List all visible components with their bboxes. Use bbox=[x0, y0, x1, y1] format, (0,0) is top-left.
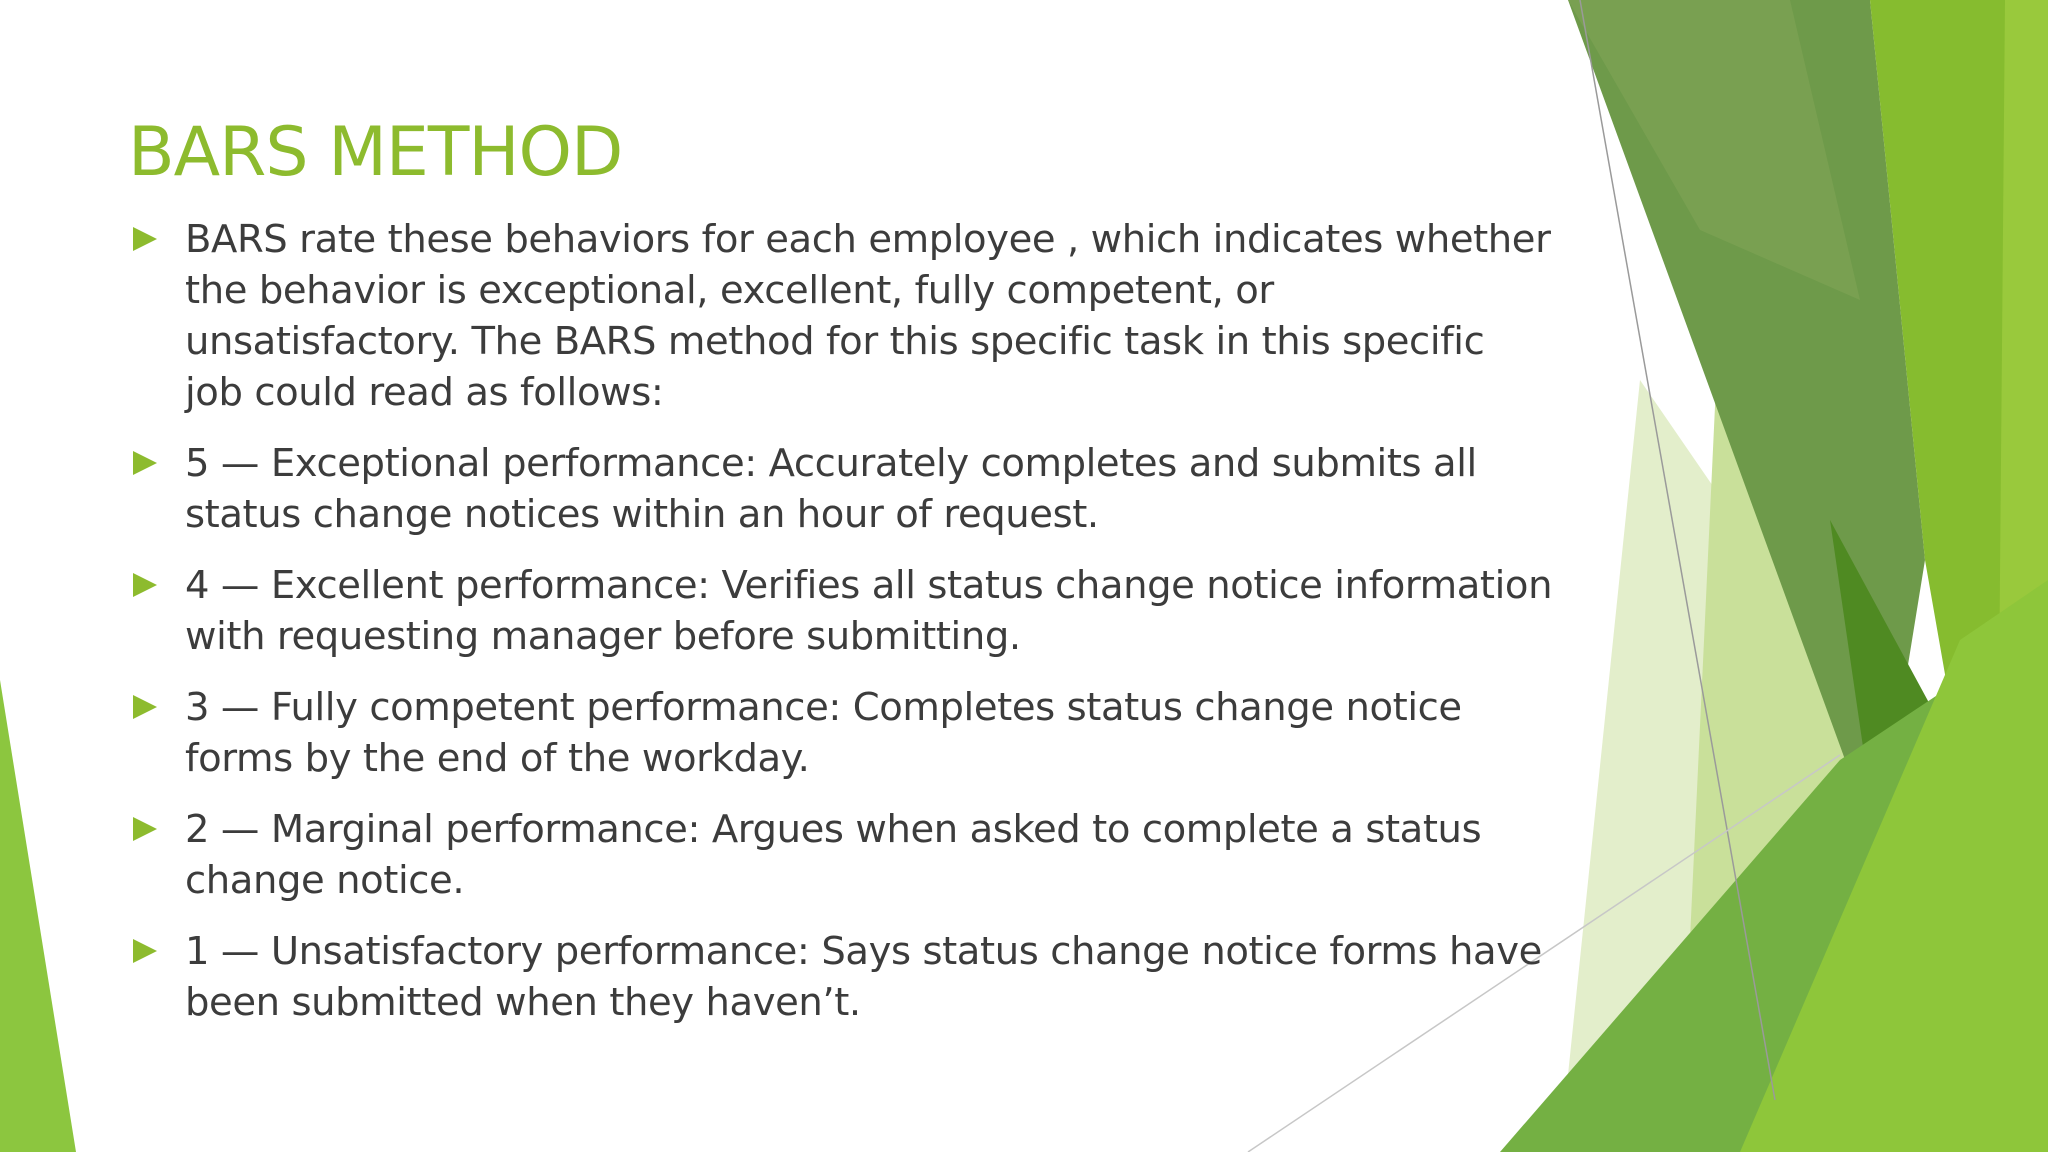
triangle-right-icon bbox=[133, 227, 157, 251]
bullet-text: 5 — Exceptional performance: Accurately completes and submits all status change notices within an hour of request. bbox=[185, 441, 1477, 537]
bullet-text: 4 — Excellent performance: Verifies all status change notice information with requesting manager before submitting. bbox=[185, 563, 1553, 659]
triangle-right-icon bbox=[133, 573, 157, 597]
bullet-text: 3 — Fully competent performance: Completes status change notice forms by the end of the workday. bbox=[185, 685, 1462, 781]
left-green-sliver bbox=[0, 680, 76, 1152]
bullet-item bbox=[133, 926, 1553, 1028]
bullet-text: 2 — Marginal performance: Argues when asked to complete a status change notice. bbox=[185, 807, 1482, 903]
bullet-item bbox=[133, 682, 1553, 784]
bullet-item bbox=[133, 804, 1553, 906]
bullet-item bbox=[133, 560, 1553, 662]
triangle-right-icon bbox=[133, 817, 157, 841]
slide-title: BARS METHOD bbox=[128, 113, 623, 192]
bullet-text: BARS rate these behaviors for each employee , which indicates whether the behavior is exceptional, excellent, fully competent, or unsatisfactory. The BARS method for this specific task in this specific job could read as follows: bbox=[185, 217, 1551, 415]
bullet-list bbox=[133, 214, 1553, 1048]
bullet-item bbox=[133, 214, 1553, 418]
triangle-right-icon bbox=[133, 939, 157, 963]
bullet-text: 1 — Unsatisfactory performance: Says status change notice forms have been submitted when they haven’t. bbox=[185, 929, 1542, 1025]
bullet-item bbox=[133, 438, 1553, 540]
triangle-right-icon bbox=[133, 695, 157, 719]
triangle-right-icon bbox=[133, 451, 157, 475]
